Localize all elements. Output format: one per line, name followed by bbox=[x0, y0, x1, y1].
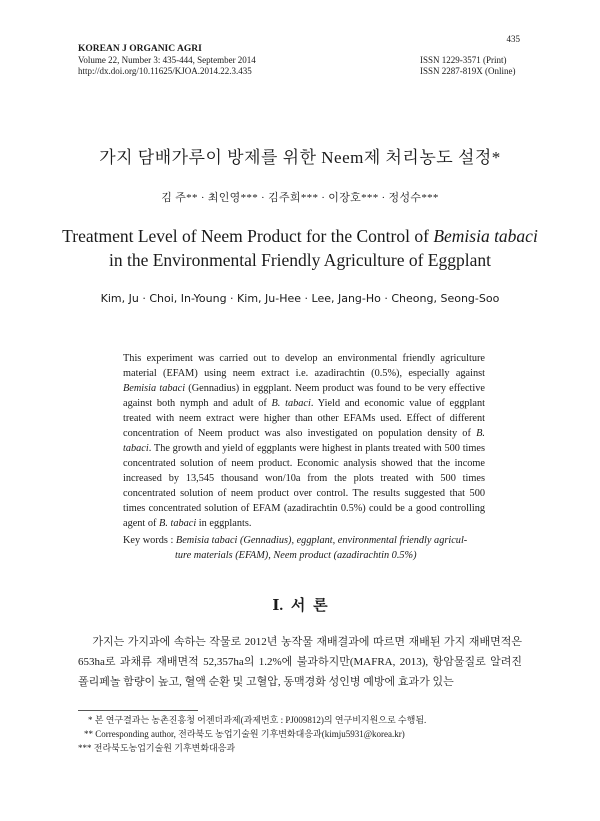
abstract-species-1: Bemisia tabaci bbox=[123, 383, 186, 394]
footnote-corresponding: ** Corresponding author, 전라북도 농업기술원 기후변화대응과(kimju5931@korea.kr) bbox=[84, 729, 405, 739]
english-title-line2: in the Environmental Friendly Agriculture of Eggplant bbox=[108, 250, 491, 270]
keywords-line1: Bemisia tabaci (Gennadius), eggplant, environmental friendly agricul- bbox=[175, 535, 468, 546]
abstract-species-4: B. tabaci bbox=[159, 518, 197, 529]
issn-print: ISSN 1229-3571 (Print) bbox=[420, 55, 507, 65]
issn-online: ISSN 2287-819X (Online) bbox=[420, 66, 516, 76]
section-heading: Ⅰ. 서 론 bbox=[272, 598, 328, 614]
abstract bbox=[123, 351, 485, 531]
footnote-funding: * 본 연구결과는 농촌진흥청 어젠더과제(과제번호 : PJ009812)의 연구비지원으로 수행됨. bbox=[88, 715, 427, 725]
english-title-species: Bemisia tabaci bbox=[433, 226, 538, 246]
doi-link[interactable]: http://dx.doi.org/10.11625/KJOA.2014.22.3.435 bbox=[78, 66, 252, 76]
footnotes bbox=[78, 713, 522, 755]
english-title bbox=[0, 224, 600, 272]
footnote-divider bbox=[78, 710, 198, 711]
intro-text: 가지는 가지과에 속하는 작물로 2012년 농작물 재배결과에 따르면 재배된 가지 재배면적은 653ha로 과채류 재배면적 52,357ha의 1.2%에 불과하지만(MAFRA, 2013), 항암물질로 알려진 폴리페놀 함량이 높고, 혈액 순환 및 고혈압, 동맥경화 성인병 예방에 효과가 있는 bbox=[78, 636, 522, 688]
abstract-text-3: . Yield and economic value of eggplant treated with neem extract were higher than other EFAMs used. Effect of different concentration of Neem product was also investigated on population density of bbox=[123, 398, 485, 439]
keywords bbox=[123, 533, 485, 563]
abstract-text-2: (Gennadius) in eggplant. Neem product was found to be very effective against both nymph and adult of bbox=[123, 383, 485, 409]
english-authors: Kim, Ju · Choi, In-Young · Kim, Ju-Hee · Lee, Jang-Ho · Cheong, Seong-Soo bbox=[100, 292, 500, 305]
intro-paragraph bbox=[78, 632, 522, 692]
abstract-text-4: . The growth and yield of eggplants were highest in plants treated with 500 times concentrated solution of neem product. Economic analysis showed that the income increased by 13,545 thousand won/10a from the plots treated with 500 times concentrated solution of neem product over control. The results suggested that 500 times concentrated solution of EFAM (azadirachtin 0.5%) could be a good controlling agent of bbox=[123, 443, 485, 529]
korean-authors: 김 주** · 최인영*** · 김주희*** · 이장호*** · 정성수*** bbox=[161, 192, 439, 204]
abstract-species-2: B. tabaci bbox=[271, 398, 311, 409]
english-title-prefix: Treatment Level of Neem Product for the Control of bbox=[62, 226, 434, 246]
keywords-label: Key words : bbox=[123, 535, 176, 546]
abstract-text-5: in eggplants. bbox=[196, 518, 252, 529]
korean-title: 가지 담배가루이 방제를 위한 Neem제 처리농도 설정* bbox=[99, 148, 501, 167]
volume-line: Volume 22, Number 3: 435-444, September 2014 bbox=[78, 55, 256, 65]
page-number: 435 bbox=[506, 34, 520, 44]
abstract-species-3: B. tabaci bbox=[123, 428, 485, 454]
issn-block bbox=[420, 34, 520, 77]
footnote-affiliation: *** 전라북도농업기술원 기후변화대응과 bbox=[78, 743, 236, 753]
journal-header bbox=[78, 44, 256, 77]
english-title-line1 bbox=[0, 224, 600, 248]
keywords-line2: ture materials (EFAM), Neem product (azadirachtin 0.5%) bbox=[175, 550, 417, 561]
abstract-text-1: This experiment was carried out to develop an environmental friendly agriculture material (EFAM) using neem extract i.e. azadirachtin (0.5%), especially against bbox=[123, 353, 485, 379]
journal-name: KOREAN J ORGANIC AGRI bbox=[78, 44, 202, 54]
